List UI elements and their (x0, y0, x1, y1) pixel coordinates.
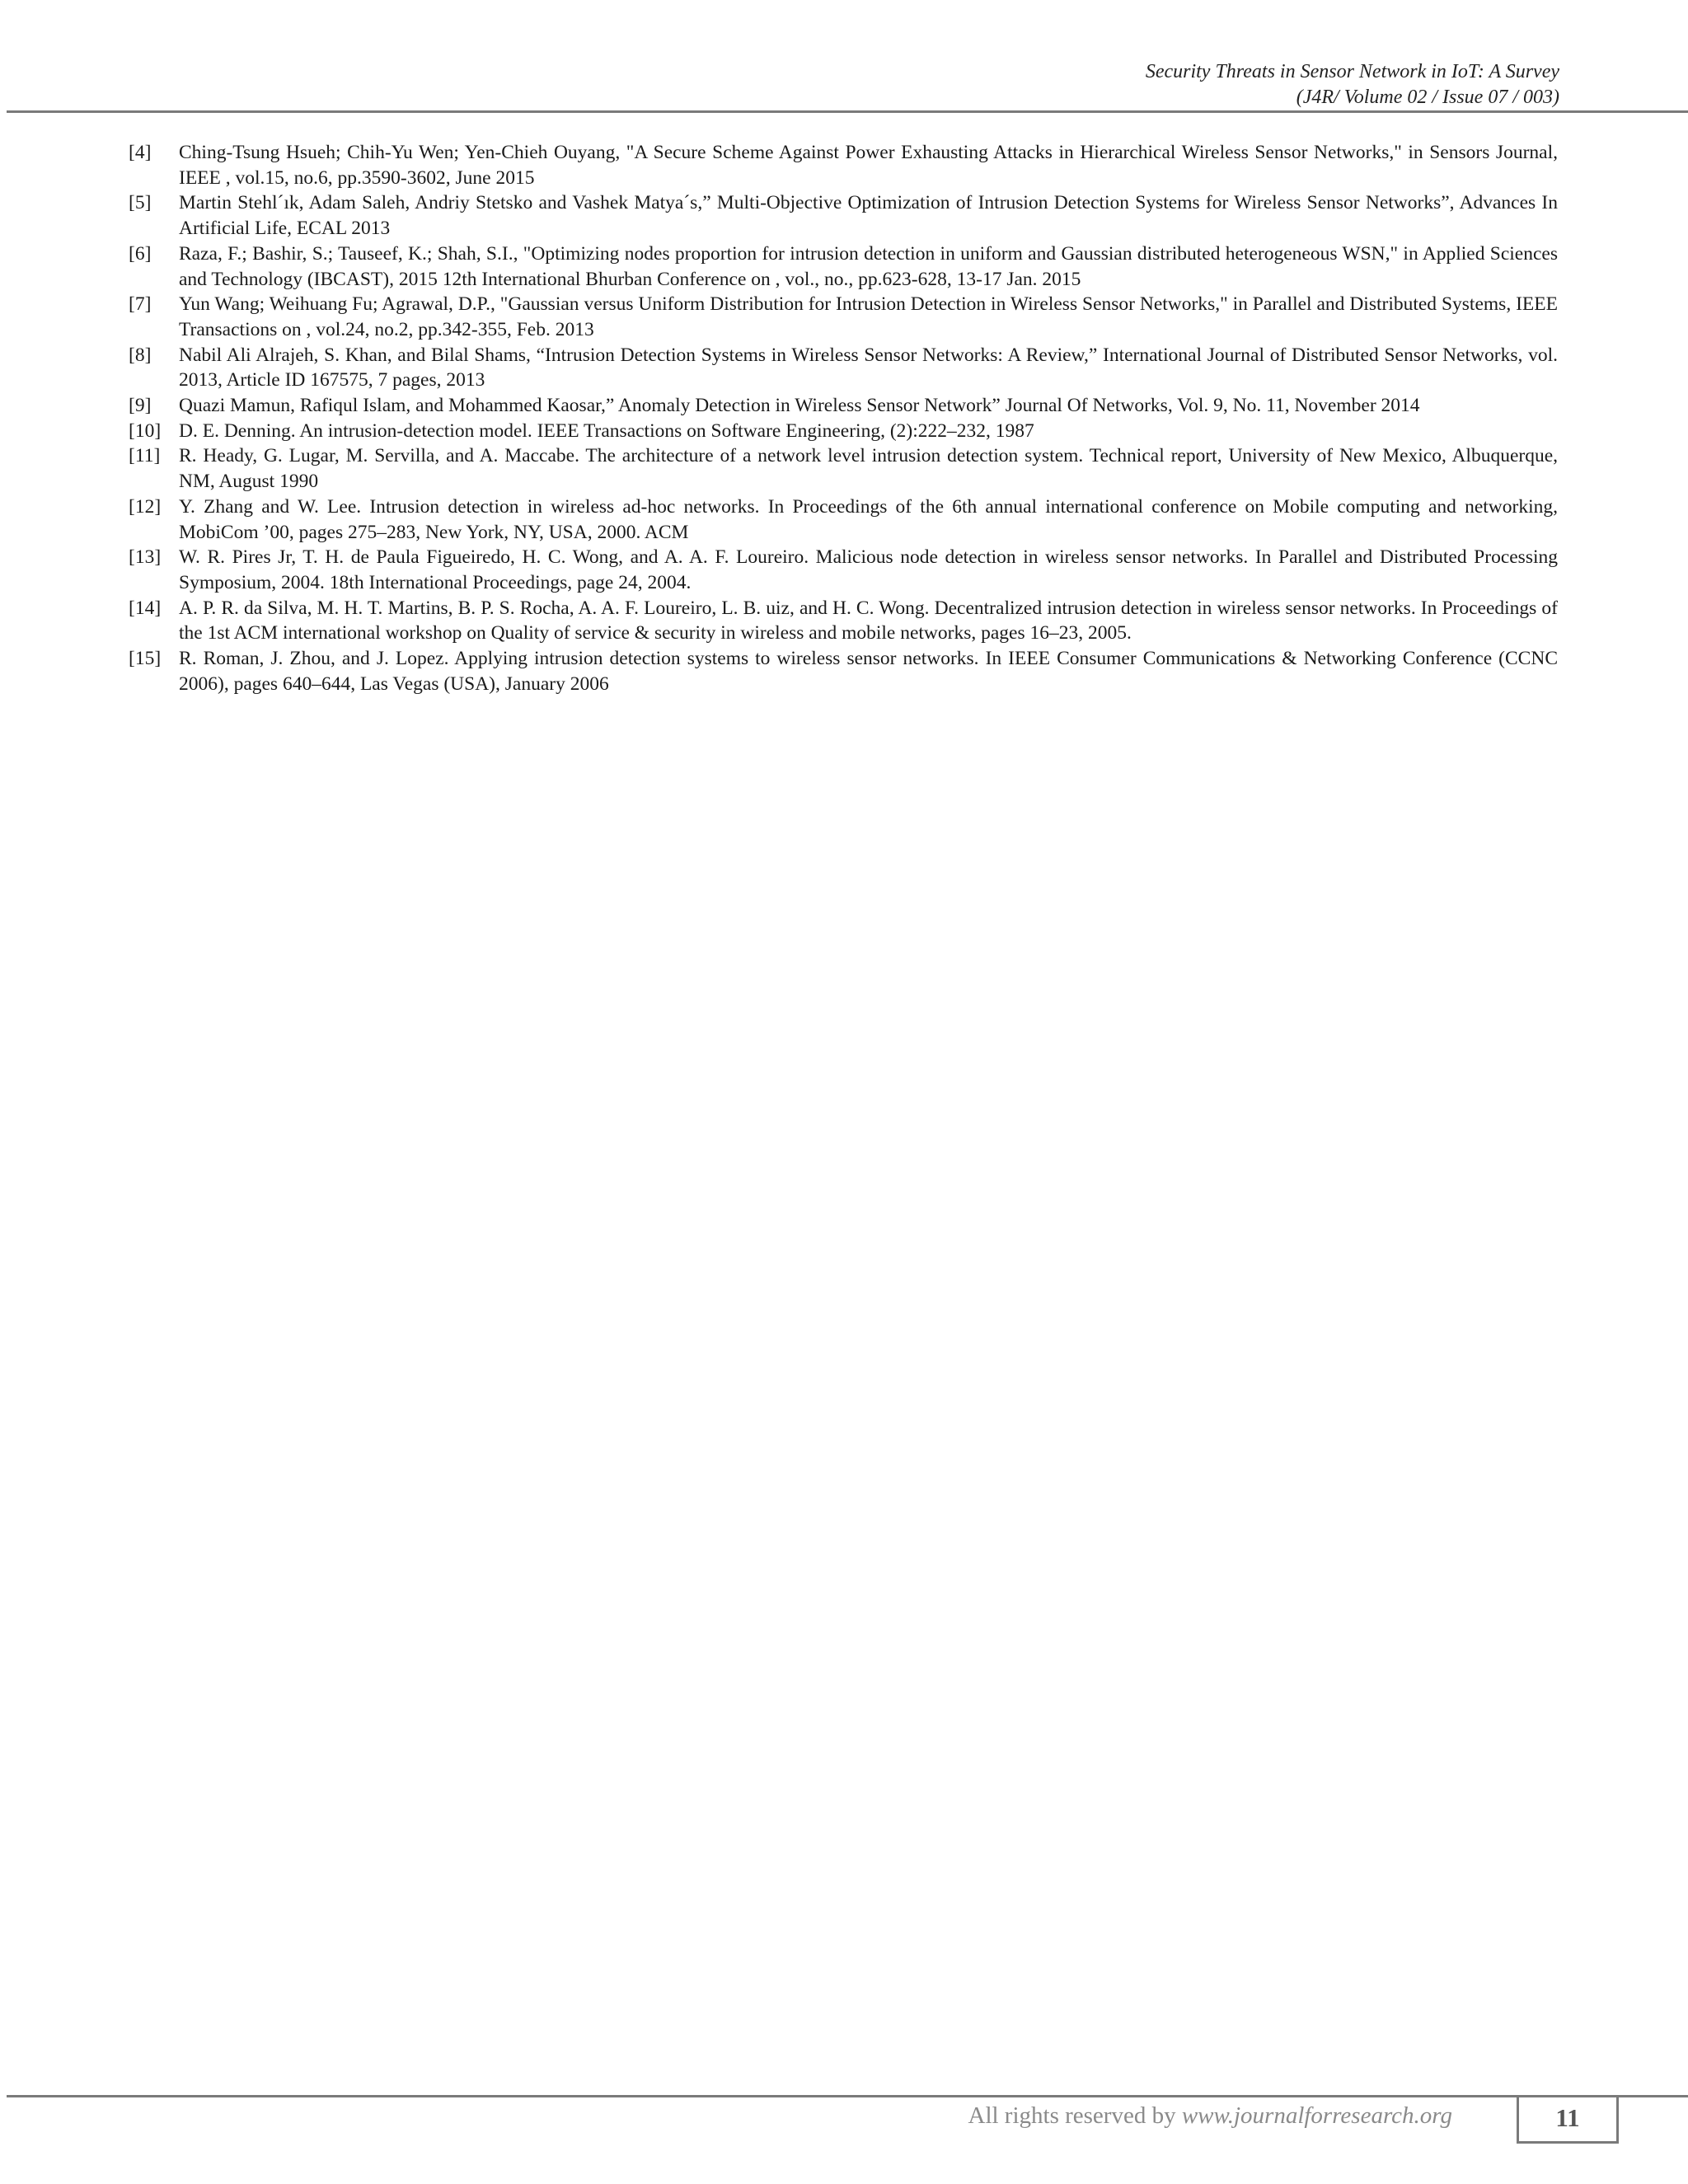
running-header (1146, 59, 1559, 110)
reference-item (129, 190, 1558, 241)
reference-text: Quazi Mamun, Rafiqul Islam, and Mohammed Kaosar,” Anomaly Detection in Wireless Sensor Network” Journal Of Networks, Vol. 9, No. 11, November 2014 (179, 395, 1420, 417)
reference-number: [11] (129, 445, 161, 467)
reference-item (129, 545, 1558, 595)
reference-number: [7] (129, 293, 152, 316)
footer-rights (968, 2102, 1453, 2130)
footer-rights-prefix: All rights reserved by (968, 2102, 1182, 2129)
reference-item (129, 443, 1558, 494)
reference-number: [15] (129, 648, 162, 670)
page-number: 11 (1517, 2095, 1619, 2144)
reference-text: Nabil Ali Alrajeh, S. Khan, and Bilal Shams, “Intrusion Detection Systems in Wireless Sensor Networks: A Review,” International Journal of Distributed Sensor Networks, vol. 2013, Article ID 167575, 7 pages, 2013 (179, 344, 1558, 391)
reference-item (129, 140, 1558, 190)
reference-text: D. E. Denning. An intrusion-detection model. IEEE Transactions on Software Engineering, (2):222–232, 1987 (179, 419, 1034, 442)
reference-text: A. P. R. da Silva, M. H. T. Martins, B. P. S. Rocha, A. A. F. Loureiro, L. B. uiz, and H. C. Wong. Decentralized intrusion detection in wireless sensor networks. In Proceedings of the 1st ACM international workshop on Quality of service & security in wireless and mobile networks, pages 16–23, 2005. (179, 597, 1558, 644)
reference-list (129, 140, 1558, 696)
reference-number: [9] (129, 395, 152, 417)
reference-item (129, 343, 1558, 393)
reference-number: [10] (129, 419, 162, 442)
reference-number: [12] (129, 495, 162, 518)
reference-item (129, 292, 1558, 342)
journal-article-title: Security Threats in Sensor Network in IoT: A Survey (1145, 61, 1559, 82)
footer-divider (7, 2095, 1688, 2097)
reference-item (129, 596, 1558, 646)
reference-text: Ching-Tsung Hsueh; Chih-Yu Wen; Yen-Chieh Ouyang, "A Secure Scheme Against Power Exhausting Attacks in Hierarchical Wireless Sensor Networks," in Sensors Journal, IEEE , vol.15, no.6, pp.3590-3602, June 2015 (179, 142, 1558, 189)
reference-text: Martin Stehl´ık, Adam Saleh, Andriy Stetsko and Vashek Matya´s,” Multi-Objective Optimization of Intrusion Detection Systems for Wireless Sensor Networks”, Advances In Artificial Life, ECAL 2013 (179, 192, 1558, 240)
reference-number: [6] (129, 242, 152, 265)
header-divider (7, 110, 1688, 113)
reference-number: [5] (129, 192, 152, 214)
reference-item (129, 419, 1558, 444)
reference-item (129, 494, 1558, 545)
reference-number: [14] (129, 597, 162, 619)
reference-item (129, 393, 1558, 419)
reference-text: Y. Zhang and W. Lee. Intrusion detection in wireless ad-hoc networks. In Proceedings of the 6th annual international conference on Mobile computing and networking, MobiCom ’00, pages 275–283, New York, NY, USA, 2000. ACM (179, 495, 1558, 543)
reference-text: Raza, F.; Bashir, S.; Tauseef, K.; Shah, S.I., "Optimizing nodes proportion for intrusion detection in uniform and Gaussian distributed heterogeneous WSN," in Applied Sciences and Technology (IBCAST), 2015 12th International Bhurban Conference on , vol., no., pp.623-628, 13-17 Jan. 2015 (179, 242, 1558, 290)
reference-text: W. R. Pires Jr, T. H. de Paula Figueiredo, H. C. Wong, and A. A. F. Loureiro. Malicious node detection in wireless sensor networks. In Parallel and Distributed Processing Symposium, 2004. 18th International Proceedings, page 24, 2004. (179, 546, 1558, 593)
reference-number: [4] (129, 142, 152, 163)
journal-issue-line: (J4R/ Volume 02 / Issue 07 / 003) (1296, 87, 1559, 108)
reference-text: R. Roman, J. Zhou, and J. Lopez. Applying intrusion detection systems to wireless sensor networks. In IEEE Consumer Communications & Networking Conference (CCNC 2006), pages 640–644, Las Vegas (USA), January 2006 (179, 648, 1558, 695)
reference-item (129, 241, 1558, 292)
reference-number: [8] (129, 344, 152, 366)
reference-number: [13] (129, 546, 162, 569)
reference-item (129, 646, 1558, 696)
reference-text: R. Heady, G. Lugar, M. Servilla, and A. Maccabe. The architecture of a network level intrusion detection system. Technical report, University of New Mexico, Albuquerque, NM, August 1990 (179, 445, 1558, 493)
footer-site-link[interactable]: www.journalforresearch.org (1181, 2102, 1452, 2129)
reference-text: Yun Wang; Weihuang Fu; Agrawal, D.P., "Gaussian versus Uniform Distribution for Intrusion Detection in Wireless Sensor Networks," in Parallel and Distributed Systems, IEEE Transactions on , vol.24, no.2, pp.342-355, Feb. 2013 (179, 293, 1558, 340)
